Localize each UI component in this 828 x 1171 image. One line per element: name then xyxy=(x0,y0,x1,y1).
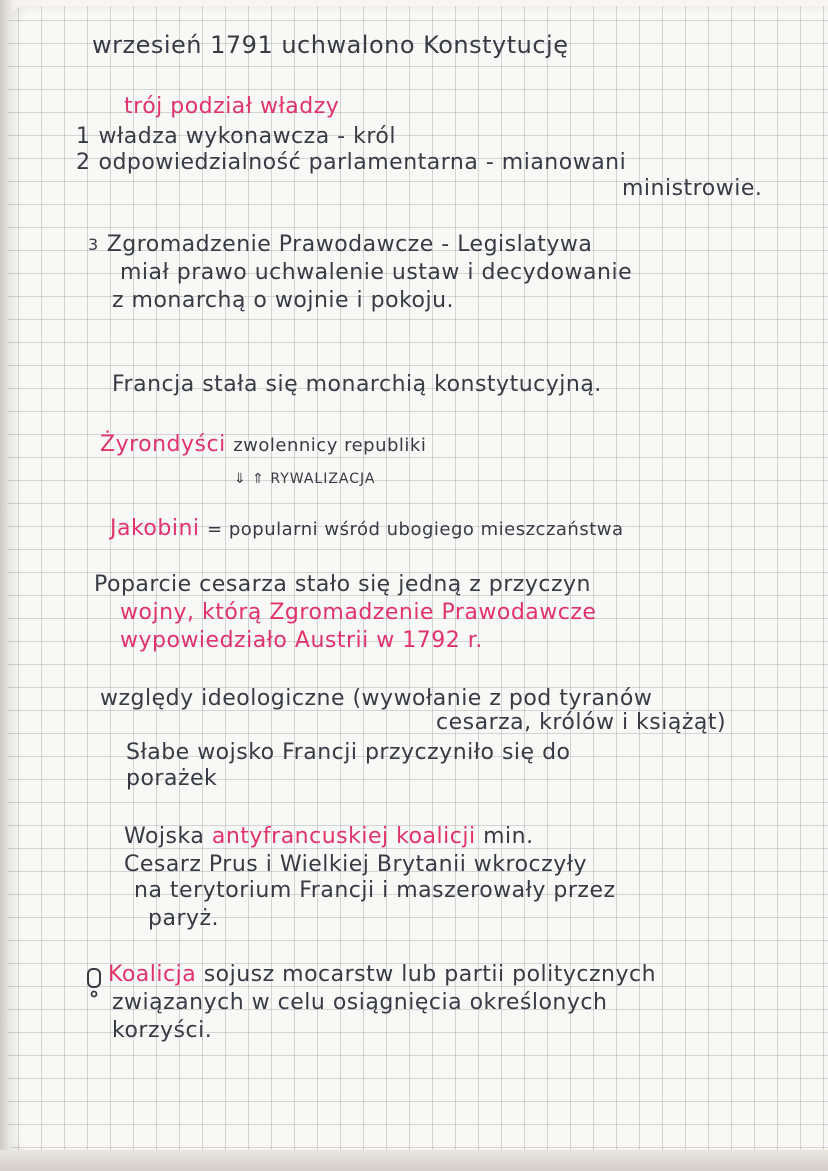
paragraph-1-line-3: wypowiedziało Austrii w 1792 r. xyxy=(120,628,483,653)
paragraph-3-line-1 xyxy=(124,824,534,850)
paragraph-1-line-2: wojny, którą Zgromadzenie Prawodawcze xyxy=(120,600,597,625)
paragraph-3-line-3: na terytorium Francji i maszerowały przez xyxy=(134,878,616,903)
paragraph-1-line-1: Poparcie cesarza stało się jedną z przyczyn xyxy=(94,572,591,597)
anti-french-coalition: antyfrancuskiej koalicji xyxy=(211,824,476,849)
girondins-text: zwolennicy republiki xyxy=(233,435,427,456)
paragraph-2-line-4: porażek xyxy=(126,766,218,791)
list-item-2-continuation: ministrowie. xyxy=(622,176,763,201)
exclamation-icon xyxy=(86,968,102,998)
list-item-3-line-2: miał prawo uchwalenie ustaw i decydowanie xyxy=(120,260,633,285)
france-statement: Francja stała się monarchią konstytucyjną. xyxy=(112,372,602,397)
jacobins-text: = popularni wśród ubogiego mieszczaństwa xyxy=(207,519,624,540)
jacobins-label: Jakobini xyxy=(110,516,200,541)
definition-line-2: związanych w celu osiągnięcia określonych xyxy=(112,990,608,1015)
paragraph-3-word: Wojska xyxy=(124,824,205,849)
list-number: 3 xyxy=(88,235,99,254)
definition-line-3: korzyści. xyxy=(112,1018,213,1043)
heading-separation-of-powers: trój podział władzy xyxy=(124,94,340,119)
list-item-2 xyxy=(76,150,626,176)
paragraph-3-line-4: paryż. xyxy=(148,906,220,931)
list-number: 1 xyxy=(76,124,91,149)
page-bottom-edge xyxy=(0,1150,828,1171)
list-number: 2 xyxy=(76,150,91,175)
list-item-3-line-3: z monarchą o wojnie i pokoju. xyxy=(112,288,455,313)
girondins-label: Żyrondyści xyxy=(100,432,226,457)
list-text: władza wykonawcza - król xyxy=(98,124,396,149)
paragraph-3-abbrev: min. xyxy=(483,824,534,849)
rivalry-arrows: ⇓ ⇑ RYWALIZACJA xyxy=(234,471,376,487)
definition-line-1 xyxy=(108,962,656,988)
list-item-1 xyxy=(76,124,396,150)
list-text: Zgromadzenie Prawodawcze - Legislatywa xyxy=(106,232,593,257)
paragraph-2-line-2: cesarza, królów i książąt) xyxy=(436,710,727,735)
paragraph-2-line-3: Słabe wojsko Francji przyczyniło się do xyxy=(126,740,571,765)
paragraph-2-line-1: względy ideologiczne (wywołanie z pod tyranów xyxy=(100,686,653,711)
paragraph-3-line-2: Cesarz Prus i Wielkiej Brytanii wkroczyły xyxy=(124,852,587,877)
jacobins-line xyxy=(110,516,624,543)
notebook-page xyxy=(8,6,828,1156)
girondins-line xyxy=(100,432,426,459)
list-text: odpowiedzialność parlamentarna - mianowani xyxy=(98,150,627,175)
definition-text: sojusz mocarstw lub partii politycznych xyxy=(203,962,657,987)
definition-term: Koalicja xyxy=(108,962,197,987)
note-title: wrzesień 1791 uchwalono Konstytucję xyxy=(92,31,569,59)
list-item-3 xyxy=(88,232,592,258)
